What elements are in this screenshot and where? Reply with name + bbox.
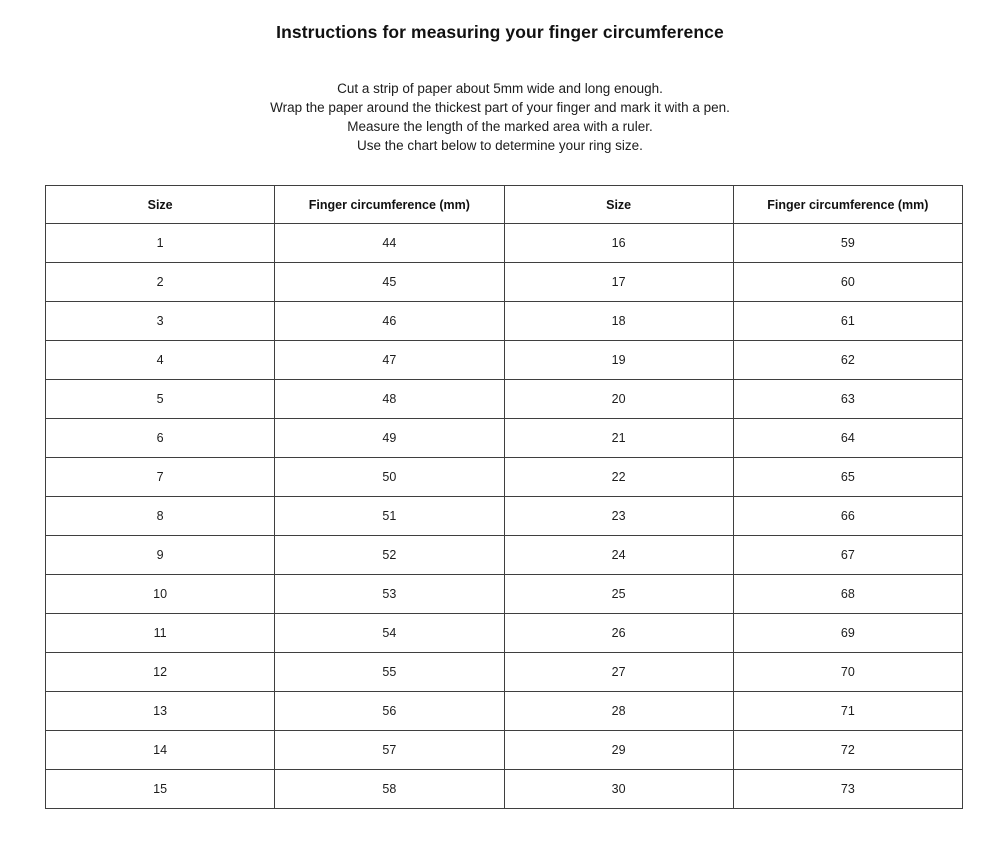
instruction-line: Wrap the paper around the thickest part of your finger and mark it with a pen. xyxy=(270,100,730,115)
circumference-cell: 65 xyxy=(733,458,962,497)
table-header xyxy=(46,186,963,224)
table-row xyxy=(46,653,963,692)
size-table-body xyxy=(46,224,963,809)
size-cell: 30 xyxy=(504,770,733,809)
circumference-cell: 69 xyxy=(733,614,962,653)
header-row xyxy=(46,186,963,224)
circumference-cell: 67 xyxy=(733,536,962,575)
ring-size-table xyxy=(45,185,963,809)
circumference-cell: 46 xyxy=(275,302,504,341)
circumference-cell: 71 xyxy=(733,692,962,731)
circumference-cell: 62 xyxy=(733,341,962,380)
size-cell: 9 xyxy=(46,536,275,575)
circumference-cell: 68 xyxy=(733,575,962,614)
size-cell: 15 xyxy=(46,770,275,809)
size-cell: 13 xyxy=(46,692,275,731)
circumference-cell: 60 xyxy=(733,263,962,302)
size-cell: 10 xyxy=(46,575,275,614)
table-row xyxy=(46,458,963,497)
header-circumference-right: Finger circumference (mm) xyxy=(733,186,962,224)
circumference-cell: 52 xyxy=(275,536,504,575)
size-cell: 23 xyxy=(504,497,733,536)
circumference-cell: 58 xyxy=(275,770,504,809)
circumference-cell: 59 xyxy=(733,224,962,263)
circumference-cell: 73 xyxy=(733,770,962,809)
circumference-cell: 47 xyxy=(275,341,504,380)
circumference-cell: 64 xyxy=(733,419,962,458)
table-row xyxy=(46,614,963,653)
size-cell: 26 xyxy=(504,614,733,653)
instructions-block xyxy=(0,79,1000,155)
table-row xyxy=(46,380,963,419)
size-cell: 24 xyxy=(504,536,733,575)
circumference-cell: 66 xyxy=(733,497,962,536)
size-cell: 14 xyxy=(46,731,275,770)
size-cell: 16 xyxy=(504,224,733,263)
size-cell: 17 xyxy=(504,263,733,302)
instruction-line: Cut a strip of paper about 5mm wide and long enough. xyxy=(337,81,663,96)
table-row xyxy=(46,575,963,614)
circumference-cell: 45 xyxy=(275,263,504,302)
table-row xyxy=(46,497,963,536)
table-row xyxy=(46,770,963,809)
size-cell: 20 xyxy=(504,380,733,419)
instruction-line: Use the chart below to determine your ring size. xyxy=(357,138,643,153)
table-row xyxy=(46,263,963,302)
table-row xyxy=(46,224,963,263)
header-size-right: Size xyxy=(504,186,733,224)
circumference-cell: 44 xyxy=(275,224,504,263)
size-cell: 29 xyxy=(504,731,733,770)
size-cell: 3 xyxy=(46,302,275,341)
size-cell: 7 xyxy=(46,458,275,497)
circumference-cell: 55 xyxy=(275,653,504,692)
header-circumference-left: Finger circumference (mm) xyxy=(275,186,504,224)
size-cell: 6 xyxy=(46,419,275,458)
header-size-left: Size xyxy=(46,186,275,224)
size-cell: 2 xyxy=(46,263,275,302)
circumference-cell: 56 xyxy=(275,692,504,731)
table-row xyxy=(46,419,963,458)
size-cell: 1 xyxy=(46,224,275,263)
table-row xyxy=(46,302,963,341)
size-cell: 28 xyxy=(504,692,733,731)
circumference-cell: 48 xyxy=(275,380,504,419)
circumference-cell: 53 xyxy=(275,575,504,614)
size-cell: 12 xyxy=(46,653,275,692)
size-cell: 4 xyxy=(46,341,275,380)
circumference-cell: 49 xyxy=(275,419,504,458)
circumference-cell: 50 xyxy=(275,458,504,497)
table-row xyxy=(46,341,963,380)
size-cell: 22 xyxy=(504,458,733,497)
size-cell: 27 xyxy=(504,653,733,692)
size-cell: 25 xyxy=(504,575,733,614)
instruction-line: Measure the length of the marked area with a ruler. xyxy=(347,119,653,134)
table-row xyxy=(46,731,963,770)
size-cell: 21 xyxy=(504,419,733,458)
circumference-cell: 70 xyxy=(733,653,962,692)
size-cell: 18 xyxy=(504,302,733,341)
circumference-cell: 54 xyxy=(275,614,504,653)
circumference-cell: 72 xyxy=(733,731,962,770)
page-title: Instructions for measuring your finger circumference xyxy=(276,22,724,42)
table-row xyxy=(46,536,963,575)
circumference-cell: 61 xyxy=(733,302,962,341)
size-cell: 11 xyxy=(46,614,275,653)
circumference-cell: 57 xyxy=(275,731,504,770)
size-cell: 5 xyxy=(46,380,275,419)
size-cell: 8 xyxy=(46,497,275,536)
circumference-cell: 51 xyxy=(275,497,504,536)
size-cell: 19 xyxy=(504,341,733,380)
table-row xyxy=(46,692,963,731)
circumference-cell: 63 xyxy=(733,380,962,419)
